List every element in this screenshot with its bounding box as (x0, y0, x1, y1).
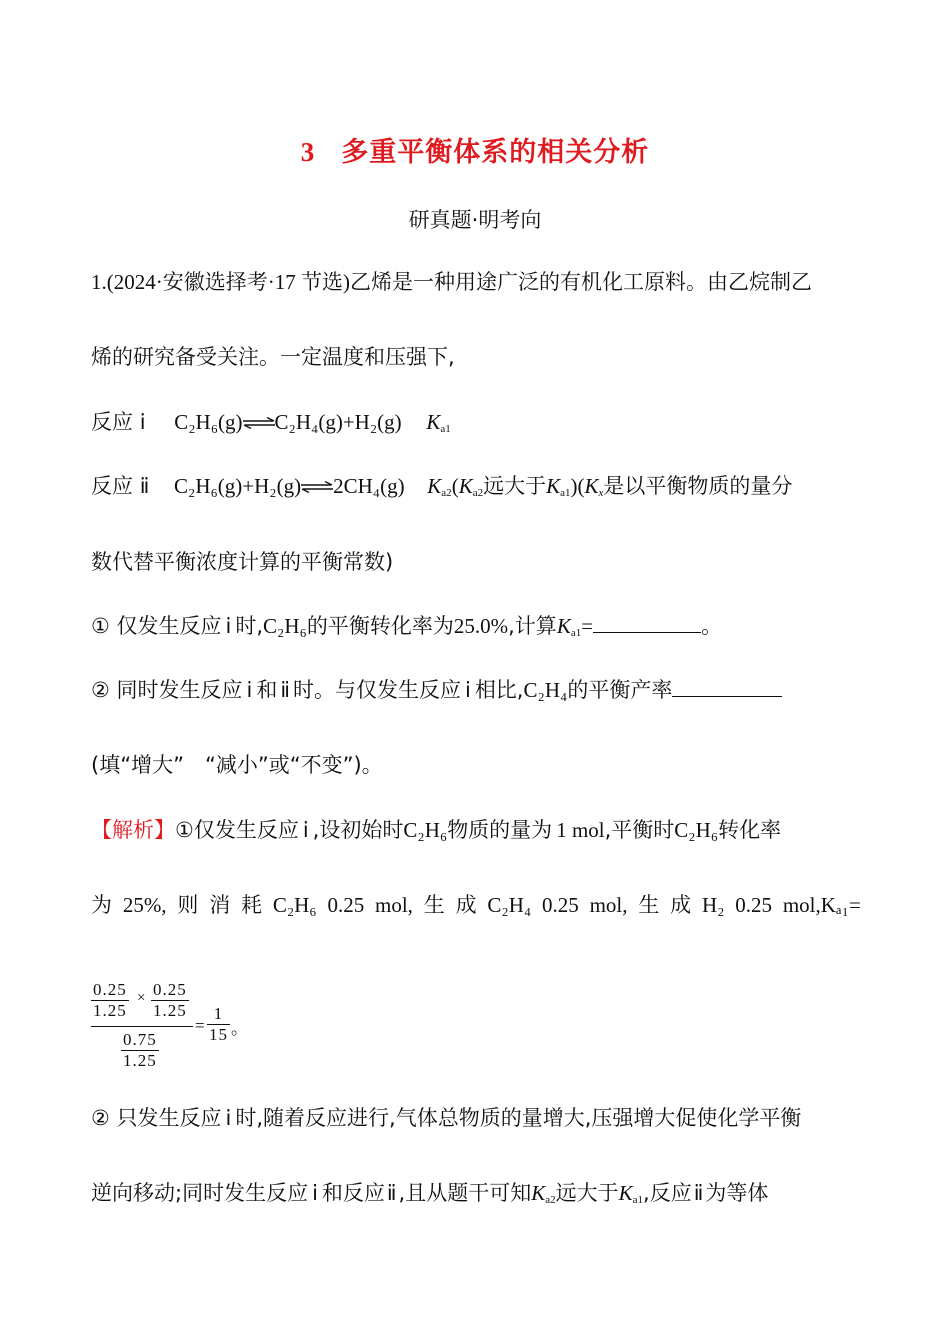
equilibrium-constant: K (556, 614, 571, 638)
reaction-numeral: ⅰ (139, 410, 146, 434)
a-text: ,且从题干可知 (398, 1181, 532, 1205)
analysis-tag: 【解析】 (91, 818, 175, 842)
reaction-numeral: ⅰ (312, 1181, 318, 1205)
equilibrium-constant: K (426, 410, 441, 434)
q-text: ,计算 (508, 614, 557, 638)
main-fraction-bar (91, 1026, 193, 1027)
q-text: 时, (235, 614, 264, 638)
section-subtitle: 研真题·明考向 (408, 208, 542, 232)
equals: = (581, 614, 594, 638)
paren: )( (570, 474, 585, 498)
analysis-word: 耗 (241, 893, 262, 917)
equals-sign: = (195, 1016, 206, 1035)
conversion-rate: 25.0% (453, 614, 509, 638)
analysis-word: H₂ (701, 893, 725, 917)
q-text: 。 (701, 614, 723, 638)
analysis-word: 成 (455, 893, 477, 917)
question-line-1 (91, 267, 861, 297)
a-text: ,设初始时 (312, 818, 404, 842)
reaction-numeral: ⅱ (280, 678, 290, 702)
fraction-3 (121, 1030, 159, 1071)
equilibrium-arrow-icon (301, 481, 333, 493)
q-text: 的平衡转化率为 (306, 614, 454, 638)
q-text: 和 (256, 678, 278, 702)
reaction-i (91, 407, 861, 437)
analysis-line-2 (91, 890, 861, 920)
analysis-word: 则 (177, 893, 199, 917)
reaction-numeral: ⅱ (139, 474, 150, 498)
analysis-word: 成 (670, 893, 692, 917)
sub-question-1 (91, 611, 861, 641)
analysis-word: C₂H₄ (487, 893, 532, 917)
reactant: C₂H₆(g) (174, 410, 243, 434)
analysis-word: 0.25 (735, 893, 772, 917)
denominator: 1.25 (123, 1051, 157, 1070)
species: C₂H₄ (523, 678, 568, 702)
numerator: 0.25 (93, 980, 127, 999)
fraction-expression (91, 980, 291, 1080)
analysis-line-1 (91, 815, 861, 845)
analysis-word: C₂H₆ (272, 893, 317, 917)
a-text: 时,随着反应进行,气体总物质的量增大,压强增大促使化学平衡 (235, 1106, 802, 1130)
reaction-numeral: ⅱ (693, 1181, 704, 1205)
question-source: 1.(2024·安徽选择考·17 节选) (91, 270, 350, 294)
reaction-label: 反应 (91, 410, 133, 434)
amount: 1 mol (556, 818, 605, 842)
a-text: 和反应 (321, 1181, 385, 1205)
reactant: C₂H₆(g)+H₂(g) (173, 474, 302, 498)
reaction-numeral: ⅰ (302, 818, 309, 842)
question-line-5: 数代替平衡浓度计算的平衡常数) (91, 550, 394, 574)
a-text: ,平衡时 (604, 818, 675, 842)
a-text: ①仅发生反应 (175, 818, 299, 842)
constant-subscript: a1 (570, 627, 582, 639)
numerator: 1 (213, 1004, 224, 1023)
analysis-word: 生 (423, 893, 445, 917)
sub-question-2 (91, 675, 861, 705)
analysis-word: 消 (209, 893, 231, 917)
answer-blank[interactable] (672, 678, 782, 697)
section-title (0, 130, 950, 169)
q-text: ① 仅发生反应 (91, 614, 222, 638)
reaction-numeral: ⅰ (246, 678, 253, 702)
sub-question-2-hint: (填“增大” “减小”或“不变”)。 (91, 753, 383, 777)
q-text: 时。与仅发生反应 (292, 678, 461, 702)
equilibrium-arrow-icon (243, 417, 275, 429)
a-text: 为等体 (705, 1181, 769, 1205)
note-text: 远大于 (483, 474, 547, 498)
product: C₂H₄(g)+H₂(g) (274, 410, 402, 434)
equilibrium-constant: K (427, 474, 442, 498)
fraction-1 (91, 980, 129, 1021)
paren: ( (451, 474, 459, 498)
reaction-label: 反应 (91, 474, 133, 498)
equilibrium-constant: K (458, 474, 473, 498)
equilibrium-constant: K (546, 474, 561, 498)
constant-subscript: a2 (472, 487, 484, 499)
constant-subscript: a2 (441, 487, 452, 499)
constant-subscript: a1 (560, 487, 571, 499)
species: C₂H₆ (403, 818, 448, 842)
reaction-numeral: ⅰ (225, 614, 232, 638)
product: 2CH₄(g) (333, 474, 405, 498)
note-text: 是以平衡物质的量分 (603, 474, 793, 498)
a-text: 远大于 (555, 1181, 619, 1205)
question-text: 乙烯是一种用途广泛的有机化工原料。由乙烷制乙 (349, 270, 812, 294)
analysis-word: 0.25 (542, 893, 579, 917)
period: 。 (231, 1019, 249, 1039)
constant-subscript: x (598, 487, 604, 499)
section-number: 3 (300, 137, 316, 167)
denominator: 15 (209, 1025, 228, 1044)
species: C₂H₆ (674, 818, 719, 842)
a-text: 转化率 (718, 818, 782, 842)
a-text: 物质的量为 (447, 818, 553, 842)
q-text: 的平衡产率 (567, 678, 673, 702)
q-text: ② 同时发生反应 (91, 678, 243, 702)
a-text: ② 只发生反应 (91, 1106, 222, 1130)
equilibrium-constant: K (618, 1181, 633, 1205)
equilibrium-constant: K (584, 474, 599, 498)
answer-blank[interactable] (593, 614, 701, 633)
constant-subscript: a1 (440, 423, 451, 435)
numerator: 0.75 (123, 1030, 157, 1049)
analysis-word: 为 (91, 893, 112, 917)
fraction-2 (151, 980, 189, 1021)
analysis-word: 0.25 (327, 893, 365, 917)
section-title-text: 多重平衡体系的相关分析 (341, 137, 650, 168)
numerator: 0.25 (153, 980, 187, 999)
denominator: 1.25 (93, 1001, 127, 1020)
analysis-word: 25%, (122, 893, 167, 917)
species: C₂H₆ (263, 614, 307, 638)
reaction-numeral: ⅱ (386, 1181, 397, 1205)
denominator: 1.25 (153, 1001, 187, 1020)
question-line-2: 烯的研究备受关注。一定温度和压强下, (91, 345, 455, 369)
times-sign: × (137, 990, 147, 1006)
equilibrium-constant: K (531, 1181, 546, 1205)
analysis-word: mol, (589, 893, 628, 917)
result-fraction (207, 1004, 230, 1045)
a-text: ,反应 (643, 1181, 692, 1205)
constant-subscript: a2 (545, 1194, 556, 1206)
constant-subscript: a1 (632, 1194, 644, 1206)
analysis-line-5 (91, 1178, 861, 1208)
analysis-word: mol,Kₐ₁= (782, 893, 861, 917)
q-text: 相比, (474, 678, 524, 702)
a-text: 逆向移动;同时发生反应 (91, 1181, 309, 1205)
reaction-numeral: ⅰ (464, 678, 471, 702)
analysis-line-4 (91, 1103, 861, 1133)
reaction-ii (91, 471, 861, 501)
analysis-word: mol, (375, 893, 413, 917)
reaction-numeral: ⅰ (225, 1106, 232, 1130)
analysis-word: 生 (638, 893, 660, 917)
